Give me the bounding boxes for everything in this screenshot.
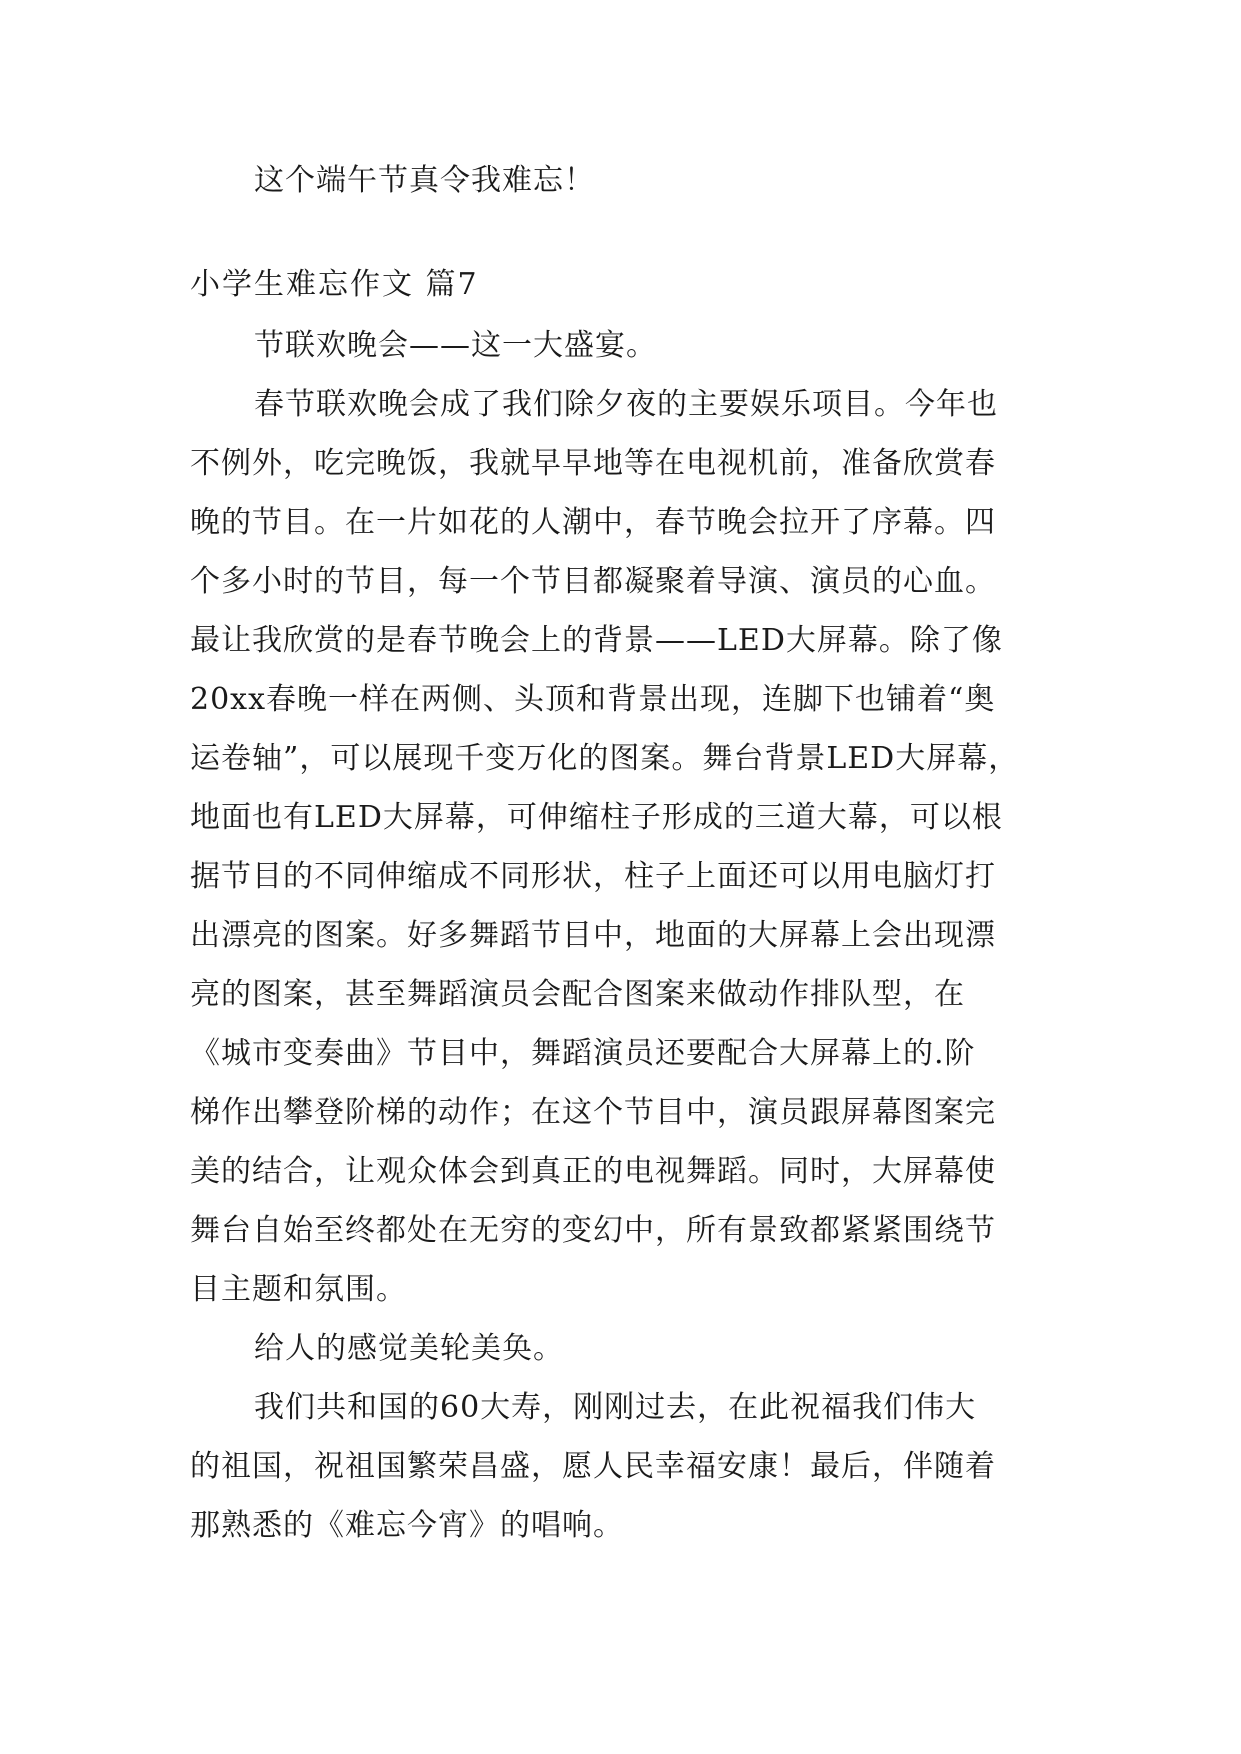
essay-heading	[190, 255, 1050, 314]
paragraph-line: 《城市变奏曲》节目中，舞蹈演员还要配合大屏幕上的.阶	[190, 1036, 976, 1071]
paragraph-line: 的祖国，祝祖国繁荣昌盛，愿人民幸福安康！最后，伴随着	[190, 1449, 996, 1484]
paragraph-line: 亮的图案，甚至舞蹈演员会配合图案来做动作排队型，在	[190, 977, 965, 1012]
paragraph-line: 运卷轴”，可以展现千变万化的图案。舞台背景LED大屏幕，	[190, 741, 1020, 776]
paragraph-line: 据节目的不同伸缩成不同形状，柱子上面还可以用电脑灯打	[190, 859, 996, 894]
paragraph-line: 地面也有LED大屏幕，可伸缩柱子形成的三道大幕，可以根	[190, 800, 1003, 835]
paragraph-line: 20xx春晚一样在两侧、头顶和背景出现，连脚下也铺着“奥	[190, 682, 996, 717]
paragraph-line: 不例外，吃完晚饭，我就早早地等在电视机前，准备欣赏春	[190, 446, 996, 481]
paragraph-line: 美的结合，让观众体会到真正的电视舞蹈。同时，大屏幕使	[190, 1154, 996, 1189]
paragraph-line: 最让我欣赏的是春节晚会上的背景——LED大屏幕。除了像	[190, 623, 1003, 658]
paragraph-line: 个多小时的节目，每一个节目都凝聚着导演、演员的心血。	[190, 564, 996, 599]
paragraph-2	[190, 375, 1050, 1319]
paragraph-line: 节联欢晚会——这一大盛宴。	[254, 328, 657, 363]
paragraph-line: 给人的感觉美轮美奂。	[254, 1331, 564, 1366]
paragraph-line: 目主题和氛围。	[190, 1272, 407, 1307]
paragraph-line: 舞台自始至终都处在无穷的变幻中，所有景致都紧紧围绕节	[190, 1213, 996, 1248]
paragraph-line: 春节联欢晚会成了我们除夕夜的主要娱乐项目。今年也	[254, 387, 998, 422]
paragraph-line: 那熟悉的《难忘今宵》的唱响。	[190, 1508, 624, 1543]
paragraph-line: 出漂亮的图案。好多舞蹈节目中，地面的大屏幕上会出现漂	[190, 918, 996, 953]
paragraph-line: 这个端午节真令我难忘！	[254, 163, 595, 198]
opening-paragraph	[190, 151, 1050, 210]
paragraph-1	[190, 316, 1050, 375]
paragraph-line: 晚的节目。在一片如花的人潮中，春节晚会拉开了序幕。四	[190, 505, 996, 540]
paragraph-line: 梯作出攀登阶梯的动作；在这个节目中，演员跟屏幕图案完	[190, 1095, 996, 1130]
paragraph-line: 我们共和国的60大寿，刚刚过去，在此祝福我们伟大	[254, 1390, 977, 1425]
paragraph-3	[190, 1319, 1050, 1378]
heading-text: 小学生难忘作文 篇7	[190, 267, 479, 302]
paragraph-4	[190, 1378, 1050, 1555]
